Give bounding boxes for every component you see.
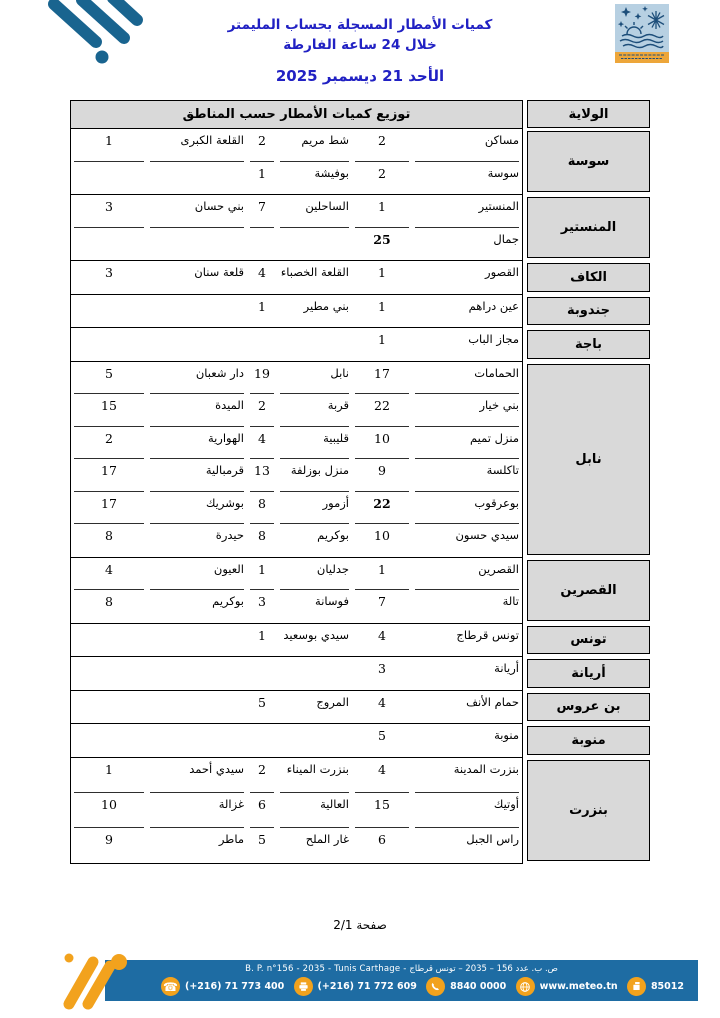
rain-value-cell: 8 bbox=[105, 594, 113, 610]
rain-value-cell: 17 bbox=[74, 459, 144, 492]
rain-value-cell bbox=[250, 657, 274, 690]
station-name-cell: القصرين bbox=[415, 558, 519, 591]
rain-value-cell: 2 bbox=[250, 758, 274, 793]
sms-icon bbox=[627, 977, 646, 996]
station-name-cell bbox=[280, 228, 349, 261]
rain-value-cell bbox=[250, 228, 274, 261]
station-name-cell: غزالة bbox=[150, 793, 244, 828]
contact-item bbox=[161, 977, 284, 996]
wilaya-name: نابل bbox=[527, 364, 650, 555]
table-row bbox=[71, 394, 522, 427]
station-name-cell: بنزرت المدينة bbox=[415, 758, 519, 793]
wilaya-column-cell bbox=[523, 195, 650, 261]
rain-value-cell: 1 bbox=[258, 627, 266, 643]
station-name-cell: جدليان bbox=[280, 558, 349, 591]
fax-icon bbox=[294, 977, 313, 996]
table-row bbox=[71, 828, 522, 863]
station-name-cell: مجاز الباب bbox=[468, 332, 519, 347]
station-name-cell: تونس قرطاج bbox=[456, 627, 519, 642]
rain-value-cell: 5 bbox=[258, 694, 266, 710]
rain-value-cell bbox=[74, 228, 144, 261]
wilaya-group bbox=[70, 129, 650, 195]
rain-value-cell: 1 bbox=[74, 758, 144, 793]
station-name-cell: تاكلسة bbox=[415, 459, 519, 492]
wilaya-column-cell bbox=[523, 691, 650, 725]
station-name-cell: بني حسان bbox=[150, 195, 244, 228]
group-rows bbox=[70, 328, 523, 362]
wilaya-name: الكاف bbox=[527, 263, 650, 292]
group-rows bbox=[70, 624, 523, 658]
station-name-cell: حمام الأنف bbox=[466, 694, 519, 709]
wilaya-column-cell bbox=[523, 295, 650, 329]
address-line: B. P. n°156 - 2035 - Tunis Carthage - ص. ب. عدد 156 – 2035 – تونس قرطاج bbox=[245, 964, 558, 974]
station-name-cell: قرمبالية bbox=[150, 459, 244, 492]
rain-value-cell: 8 bbox=[258, 528, 266, 544]
station-name-cell: بوكريم bbox=[317, 528, 349, 543]
rain-value-cell: 2 bbox=[355, 129, 409, 162]
station-name-cell: القصور bbox=[485, 265, 519, 280]
rain-value-cell bbox=[250, 328, 274, 361]
station-name-cell bbox=[150, 691, 244, 724]
station-name-cell: بوفيشة bbox=[314, 165, 349, 180]
rain-value-cell: 13 bbox=[250, 459, 274, 492]
rain-value-cell: 19 bbox=[250, 362, 274, 395]
wilaya-group bbox=[70, 624, 650, 658]
table-row bbox=[71, 295, 522, 328]
phone-icon: ☎ bbox=[161, 977, 180, 996]
table-row bbox=[71, 657, 522, 690]
rain-value-cell: 2 bbox=[378, 165, 386, 181]
station-name-cell: بوعرقوب bbox=[415, 492, 519, 525]
rain-table-body bbox=[70, 129, 650, 864]
group-rows bbox=[70, 362, 523, 558]
rain-value-cell: 2 bbox=[74, 427, 144, 460]
wilaya-name: القصرين bbox=[527, 560, 650, 621]
table-row bbox=[71, 195, 522, 228]
wilaya-name: سوسة bbox=[527, 131, 650, 192]
rain-value-cell: 1 bbox=[74, 129, 144, 162]
station-name-cell: أوتيك bbox=[415, 793, 519, 828]
rain-value-cell bbox=[74, 295, 144, 328]
rain-value-cell: 5 bbox=[74, 362, 144, 395]
wilaya-name: منوبة bbox=[527, 726, 650, 755]
rain-value-cell: 1 bbox=[355, 558, 409, 591]
wilaya-group bbox=[70, 724, 650, 758]
wilaya-group bbox=[70, 261, 650, 295]
rain-value-cell: 6 bbox=[250, 793, 274, 828]
rain-value-cell: 4 bbox=[74, 558, 144, 591]
contacts-row bbox=[105, 974, 698, 996]
title-line2: خلال 24 ساعة الفارطة bbox=[283, 36, 437, 53]
station-name-cell bbox=[150, 328, 244, 361]
contact-label: (+216) 71 773 400 bbox=[185, 981, 285, 992]
rain-value-cell: 4 bbox=[355, 758, 409, 793]
rain-value-cell: 10 bbox=[374, 528, 390, 544]
wilaya-column-cell bbox=[523, 657, 650, 691]
wilaya-group bbox=[70, 558, 650, 624]
callcenter-icon bbox=[426, 977, 445, 996]
table-header-row bbox=[70, 100, 650, 129]
station-name-cell: القلعة الخصباء bbox=[280, 265, 349, 280]
group-rows bbox=[70, 558, 523, 624]
wilaya-column-cell bbox=[523, 758, 650, 864]
rain-value-cell: 1 bbox=[378, 265, 386, 281]
rain-value-cell: 17 bbox=[355, 362, 409, 395]
group-rows bbox=[70, 295, 523, 329]
rain-value-cell bbox=[74, 724, 144, 757]
page-number: صفحة 2/1 bbox=[333, 918, 387, 932]
rain-value-cell: 4 bbox=[378, 694, 386, 710]
station-name-cell: تالة bbox=[502, 594, 519, 609]
table-row bbox=[71, 492, 522, 525]
wilaya-group bbox=[70, 758, 650, 864]
station-name-cell: قلعة سنان bbox=[194, 265, 244, 280]
wilaya-group bbox=[70, 295, 650, 329]
station-name-cell bbox=[280, 328, 349, 361]
wilaya-group bbox=[70, 657, 650, 691]
station-name-cell: قليبية bbox=[280, 427, 349, 460]
rain-value-cell: 10 bbox=[74, 793, 144, 828]
rain-value-cell: 8 bbox=[250, 492, 274, 525]
contact-item bbox=[426, 977, 506, 996]
group-rows bbox=[70, 195, 523, 261]
rain-value-cell: 6 bbox=[378, 831, 386, 847]
contact-item bbox=[294, 977, 417, 996]
wilaya-group bbox=[70, 362, 650, 558]
station-name-cell: منزل تميم bbox=[415, 427, 519, 460]
station-name-cell: نابل bbox=[280, 362, 349, 395]
rain-value-cell: 4 bbox=[378, 627, 386, 643]
rain-value-cell: 8 bbox=[105, 528, 113, 544]
station-name-cell bbox=[150, 162, 244, 195]
footer-banner bbox=[105, 960, 698, 1001]
group-rows bbox=[70, 261, 523, 295]
group-rows bbox=[70, 129, 523, 195]
contact-label: (+216) 71 772 609 bbox=[317, 981, 417, 992]
inm-strokes-logo bbox=[16, 0, 146, 84]
station-name-cell: القلعة الكبرى bbox=[150, 129, 244, 162]
station-name-cell: منوبة bbox=[494, 728, 519, 743]
wilaya-name: بنزرت bbox=[527, 760, 650, 861]
wilaya-column-cell bbox=[523, 328, 650, 362]
rain-value-cell: 7 bbox=[378, 594, 386, 610]
wilaya-name: أريانة bbox=[527, 659, 650, 688]
wilaya-column-cell bbox=[523, 558, 650, 624]
rain-value-cell bbox=[74, 691, 144, 724]
table-row bbox=[71, 459, 522, 492]
rain-value-cell: 7 bbox=[250, 195, 274, 228]
wilaya-name: جندوبة bbox=[527, 297, 650, 326]
station-name-cell: الحمامات bbox=[415, 362, 519, 395]
wilaya-column-cell bbox=[523, 129, 650, 195]
station-name-cell: سيدي حسون bbox=[455, 528, 519, 543]
group-rows bbox=[70, 657, 523, 691]
table-row bbox=[71, 129, 522, 162]
rain-value-cell bbox=[74, 162, 144, 195]
contact-item bbox=[627, 977, 684, 996]
group-rows bbox=[70, 758, 523, 864]
station-name-cell: سوسة bbox=[487, 165, 519, 180]
wilaya-column-cell bbox=[523, 362, 650, 558]
station-name-cell: مساكن bbox=[415, 129, 519, 162]
rain-value-cell: 22 bbox=[355, 394, 409, 427]
rain-value-cell: 3 bbox=[105, 265, 113, 281]
station-name-cell: عين دراهم bbox=[468, 298, 519, 313]
contact-label: www.meteo.tn bbox=[539, 981, 618, 992]
table-row bbox=[71, 558, 522, 591]
wilaya-column-cell bbox=[523, 724, 650, 758]
rain-value-cell: 3 bbox=[258, 594, 266, 610]
rain-value-cell: 5 bbox=[378, 728, 386, 744]
station-name-cell: فوسانة bbox=[315, 594, 349, 609]
station-name-cell: بني خيار bbox=[415, 394, 519, 427]
table-row bbox=[71, 624, 522, 657]
wilaya-name: المنستير bbox=[527, 197, 650, 258]
station-name-cell: أريانة bbox=[494, 661, 519, 676]
station-name-cell: الساحلين bbox=[280, 195, 349, 228]
document-header bbox=[170, 16, 550, 85]
station-name-cell: الهوارية bbox=[150, 427, 244, 460]
station-name-cell: سيدي أحمد bbox=[150, 758, 244, 793]
station-name-cell: راس الجبل bbox=[466, 831, 519, 846]
table-row bbox=[71, 261, 522, 294]
rain-value-cell: 25 bbox=[373, 231, 391, 247]
wilaya-group bbox=[70, 195, 650, 261]
rain-value-cell: 5 bbox=[258, 831, 266, 847]
station-name-cell bbox=[150, 228, 244, 261]
station-name-cell: بوكريم bbox=[212, 594, 244, 609]
station-name-cell: الميدة bbox=[150, 394, 244, 427]
rain-value-cell: 1 bbox=[258, 165, 266, 181]
station-name-cell bbox=[280, 724, 349, 757]
table-row bbox=[71, 328, 522, 361]
rain-value-cell: 15 bbox=[355, 793, 409, 828]
station-name-cell: جمال bbox=[493, 231, 519, 246]
table-row bbox=[71, 793, 522, 828]
station-name-cell bbox=[280, 657, 349, 690]
rain-value-cell: 15 bbox=[74, 394, 144, 427]
station-name-cell: المنستير bbox=[415, 195, 519, 228]
rain-value-cell: 2 bbox=[250, 129, 274, 162]
wilaya-name: بن عروس bbox=[527, 693, 650, 722]
station-name-cell: منزل بوزلفة bbox=[280, 459, 349, 492]
station-name-cell: شط مريم bbox=[280, 129, 349, 162]
rain-value-cell: 1 bbox=[258, 298, 266, 314]
station-name-cell: بنزرت الميناء bbox=[280, 758, 349, 793]
table-row bbox=[71, 162, 522, 195]
station-name-cell: المروج bbox=[316, 694, 349, 709]
rain-value-cell: 2 bbox=[250, 394, 274, 427]
station-name-cell bbox=[150, 624, 244, 657]
wilaya-column-cell bbox=[523, 624, 650, 658]
title-line1: كميات الأمطار المسجلة بحساب المليمتر bbox=[227, 17, 493, 33]
wilaya-header-cell: الولاية bbox=[527, 100, 650, 128]
wilaya-group bbox=[70, 691, 650, 725]
contact-item bbox=[516, 977, 618, 996]
table-row bbox=[71, 691, 522, 724]
logo-dot bbox=[96, 51, 109, 64]
regions-header-cell: توزيع كميات الأمطار حسب المناطق bbox=[70, 100, 523, 129]
table-row bbox=[71, 590, 522, 623]
rain-value-cell: 1 bbox=[378, 298, 386, 314]
rain-value-cell: 3 bbox=[378, 661, 386, 677]
station-name-cell: أزمور bbox=[280, 492, 349, 525]
rain-value-cell: 4 bbox=[258, 265, 266, 281]
date-line: الأحد 21 ديسمبر 2025 bbox=[275, 67, 445, 86]
rainfall-table bbox=[70, 100, 650, 864]
inm-emblem-logo bbox=[614, 4, 670, 64]
table-row bbox=[71, 724, 522, 757]
station-name-cell: قربة bbox=[280, 394, 349, 427]
station-name-cell: بني مطير bbox=[303, 298, 349, 313]
wilaya-group bbox=[70, 328, 650, 362]
rain-value-cell: 4 bbox=[250, 427, 274, 460]
rain-value-cell: 9 bbox=[355, 459, 409, 492]
rain-value-cell: 1 bbox=[250, 558, 274, 591]
group-rows bbox=[70, 724, 523, 758]
rain-value-cell: 9 bbox=[105, 831, 113, 847]
rain-value-cell bbox=[74, 624, 144, 657]
rain-value-cell: 1 bbox=[378, 332, 386, 348]
station-name-cell: العالية bbox=[280, 793, 349, 828]
rain-value-cell: 3 bbox=[74, 195, 144, 228]
station-name-cell bbox=[150, 295, 244, 328]
table-row bbox=[71, 758, 522, 793]
station-name-cell: العيون bbox=[150, 558, 244, 591]
rain-value-cell: 22 bbox=[355, 492, 409, 525]
rain-value-cell: 1 bbox=[355, 195, 409, 228]
rain-value-cell bbox=[250, 724, 274, 757]
rain-value-cell bbox=[74, 328, 144, 361]
station-name-cell: دار شعبان bbox=[150, 362, 244, 395]
wilaya-column-cell bbox=[523, 261, 650, 295]
table-row bbox=[71, 427, 522, 460]
group-rows bbox=[70, 691, 523, 725]
wilaya-name: باجة bbox=[527, 330, 650, 359]
table-row bbox=[71, 362, 522, 395]
station-name-cell: بوشريك bbox=[150, 492, 244, 525]
station-name-cell bbox=[150, 657, 244, 690]
contact-label: 8840 0000 bbox=[450, 981, 507, 992]
rain-value-cell: 10 bbox=[355, 427, 409, 460]
station-name-cell: حيدرة bbox=[215, 528, 244, 543]
station-name-cell: سيدي بوسعيد bbox=[283, 627, 349, 642]
station-name-cell: ماطر bbox=[218, 831, 244, 846]
rain-value-cell bbox=[74, 657, 144, 690]
rain-value-cell: 17 bbox=[74, 492, 144, 525]
contact-label: 85012 bbox=[650, 981, 684, 992]
wilaya-name: تونس bbox=[527, 626, 650, 655]
orange-stripes-decoration bbox=[55, 936, 165, 1016]
table-row bbox=[71, 228, 522, 261]
station-name-cell: غار الملح bbox=[305, 831, 349, 846]
globe-icon bbox=[516, 977, 535, 996]
station-name-cell bbox=[150, 724, 244, 757]
table-row bbox=[71, 524, 522, 557]
